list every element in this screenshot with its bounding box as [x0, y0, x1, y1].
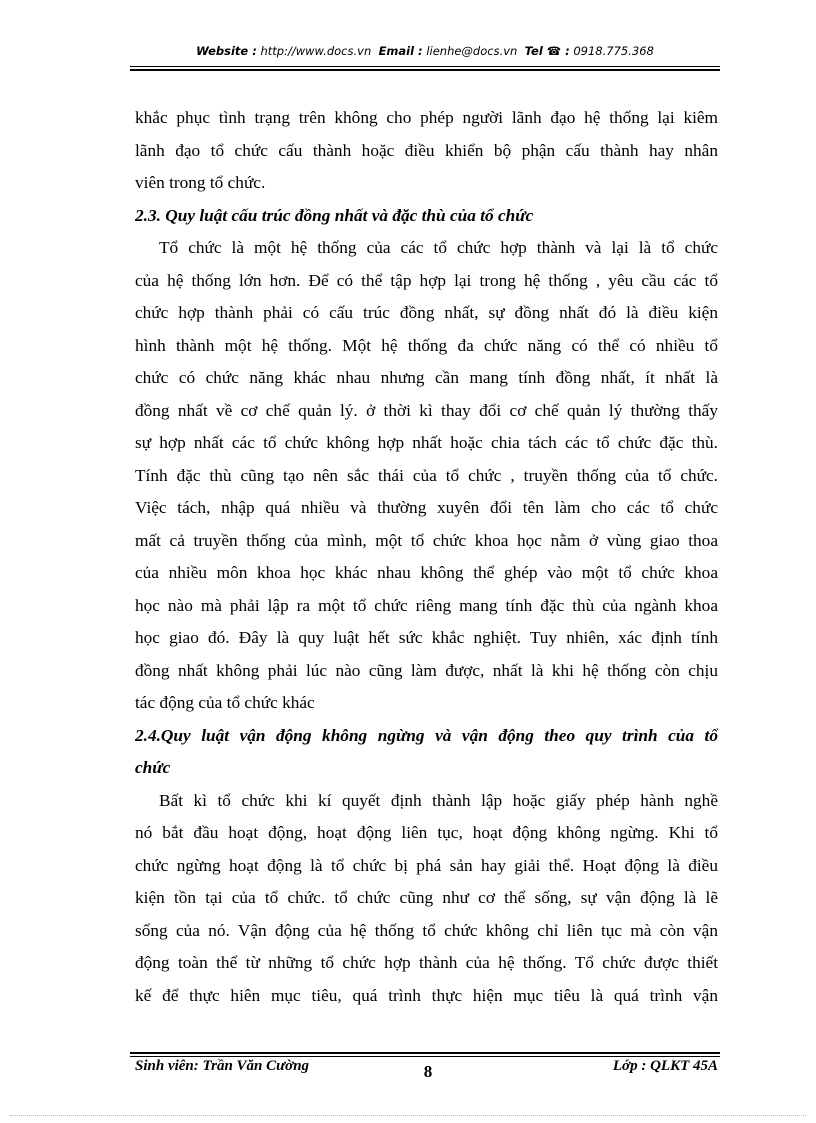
section-heading-2-4-cont: chức: [135, 758, 171, 777]
text-line: chức hợp thành phải có cấu trúc đồng nhất, sự đồng nhất đó là điều kiện: [135, 303, 718, 322]
text-line: động toàn thể từ những tổ chức hợp thành của hệ thống. Tổ chức được thiết: [135, 953, 718, 972]
text-line: tác động của tổ chức khác: [135, 693, 315, 712]
section-heading-2-4: 2.4.Quy luật vận động không ngừng và vận động theo quy trình của tổ: [135, 725, 718, 745]
text-line: kiện tồn tại của tổ chức. tổ chức cũng như cơ thể sống, sự vận động là lẽ: [135, 888, 718, 907]
text-line: sống của nó. Vận động của hệ thống tổ chức không chỉ liên tục mà còn vận: [135, 920, 718, 940]
body-text: [135, 102, 718, 1012]
text-line: sự hợp nhất các tổ chức không hợp nhất hoặc chia tách các tổ chức đặc thù.: [135, 433, 718, 452]
text-line: chức có chức năng khác nhau nhưng cần mang tính đồng nhất, ít nhất là: [135, 368, 718, 387]
text-line: khắc phục tình trạng trên không cho phép người lãnh đạo hệ thống lại kiêm: [135, 108, 718, 127]
text-line: kế để thực hiên mục tiêu, quá trình thực hiện mục tiêu là quá trình vận: [135, 985, 718, 1005]
text-line: Tính đặc thù cũng tạo nên sắc thái của tổ chức , truyền thống của tổ chức.: [135, 465, 718, 485]
website-url: http://www.docs.vn: [260, 44, 372, 58]
tel-label: Tel ☎ :: [524, 44, 570, 58]
text-line: Tổ chức là một hệ thống của các tổ chức hợp thành và lại là tổ chức: [159, 238, 718, 257]
section-heading-2-3: 2.3. Quy luật cấu trúc đồng nhất và đặc thù của tổ chức: [135, 205, 534, 225]
page-bottom-border: [10, 1115, 806, 1116]
text-line: chức ngừng hoạt động là tổ chức bị phá sản hay giải thể. Hoạt động là điều: [135, 855, 718, 875]
footer-student: Sinh viên: Trần Văn Cường: [135, 1058, 310, 1074]
text-line: lãnh đạo tổ chức cấu thành hoặc điều khiển bộ phận cấu thành hay nhân: [135, 140, 718, 160]
text-line: Việc tách, nhập quá nhiều và thường xuyên đổi tên làm cho các tổ chức: [135, 498, 718, 517]
email-label: Email :: [378, 44, 423, 58]
text-line: đồng nhất không phải lúc nào cũng làm được, nhất là khi hệ thống còn chịu: [135, 660, 718, 680]
text-line: mất cả truyền thống của mình, một tổ chức khoa học nằm ở vùng giao thoa: [135, 530, 718, 550]
text-line: nó bắt đầu hoạt động, hoạt động liên tục, hoạt động không ngừng. Khi tổ: [135, 823, 718, 842]
email-address: lienhe@docs.vn: [426, 44, 518, 58]
text-line: đồng nhất về cơ chế quản lý. ở thời kì thay đổi cơ chế quản lý thường thấy: [135, 400, 718, 420]
website-label: Website :: [196, 44, 257, 58]
tel-number: 0918.775.368: [573, 44, 654, 58]
page-header: [130, 44, 720, 66]
text-line: viên trong tổ chức.: [135, 173, 266, 192]
text-line: của hệ thống lớn hơn. Để có thể tập hợp lại trong hệ thống , yêu cầu các tổ: [135, 270, 718, 290]
page-number: 8: [423, 1062, 433, 1081]
text-line: học nào mà phải lập ra một tổ chức riêng mang tính đặc thù của ngành khoa: [135, 595, 718, 615]
text-line: học giao đó. Đây là quy luật hết sức khắc nghiệt. Tuy nhiên, xác định tính: [135, 628, 718, 647]
text-line: của nhiều môn khoa học khác nhau không thể ghép vào một tổ chức khoa: [135, 563, 718, 582]
text-line: Bất kì tổ chức khi kí quyết định thành lập hoặc giấy phép hành nghề: [159, 790, 718, 810]
footer-class: Lớp : QLKT 45A: [612, 1058, 718, 1074]
text-line: hình thành một hệ thống. Một hệ thống đa chức năng có thể có nhiều tổ: [135, 335, 718, 355]
